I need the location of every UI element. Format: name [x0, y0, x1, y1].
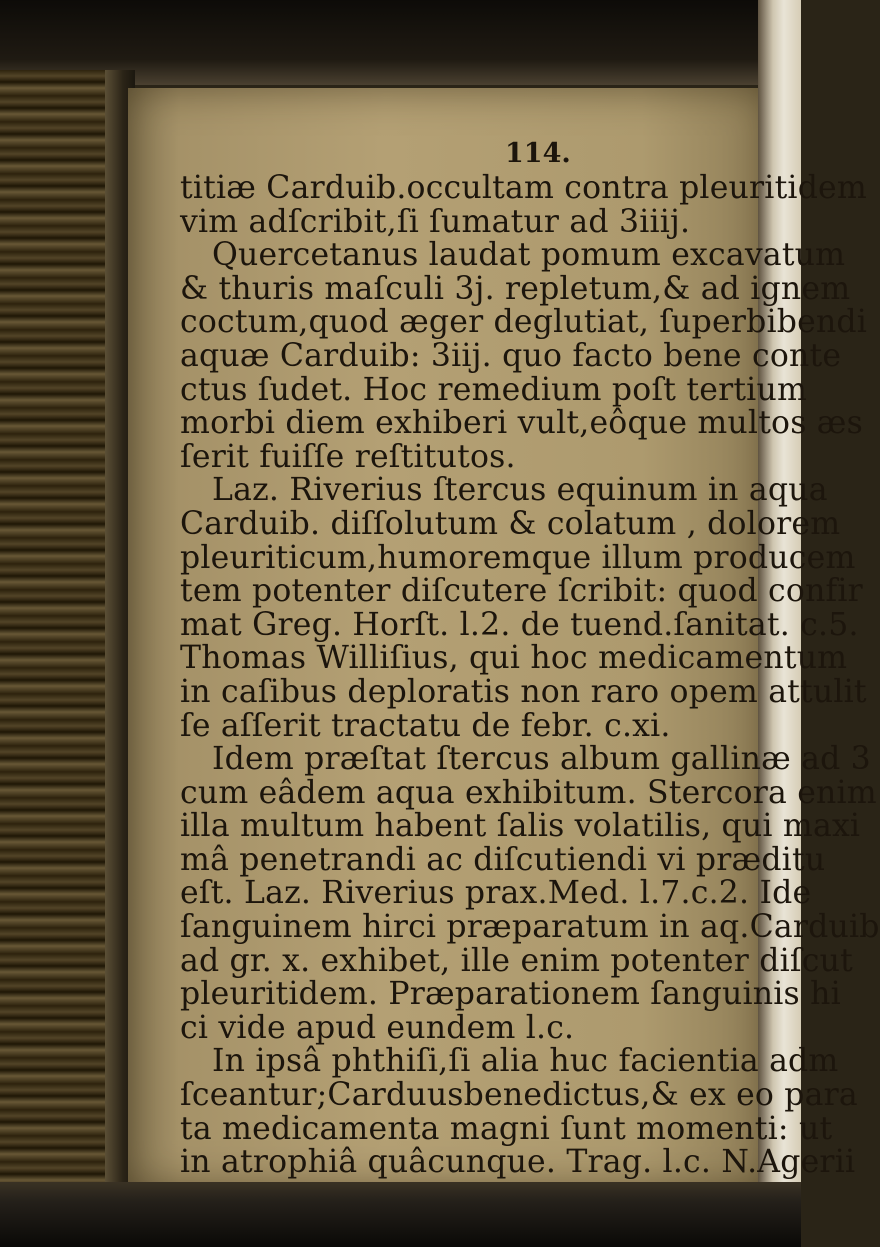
text-line: Idem præſtat ſtercus album gallinæ ad 3: [212, 741, 871, 778]
text-line: ta medicamenta magni ſunt momenti: ut: [180, 1110, 833, 1147]
text-line: cum eâdem aqua exhibitum. Stercora enim: [180, 774, 877, 811]
text-line: ſerit fuiſſe reſtitutos.: [180, 438, 516, 475]
text-line: in atrophiâ quâcunque. Trag. l.c. N.Agerii: [180, 1144, 856, 1181]
text-line: pleuritidem. Præparationem ſanguinis hi: [180, 976, 841, 1013]
bottom-shadow: [0, 1182, 801, 1247]
text-line: ci vide apud eundem l.c.: [180, 1009, 575, 1046]
text-line: ſe aſſerit tractatu de febr. c.xi.: [180, 707, 671, 744]
text-line: ſceantur;Carduusbenedictus,& ex eo para: [180, 1077, 858, 1114]
text-line: aquæ Carduib: 3iij. quo facto bene conte: [180, 337, 842, 374]
text-line: & thuris maſculi 3j. repletum,& ad ignem: [180, 270, 851, 307]
page-number: 114.: [505, 138, 571, 169]
text-line: titiæ Carduib.occultam contra pleuritidem: [180, 170, 867, 206]
text-line: Laz. Riverius ſtercus equinum in aqua: [212, 472, 828, 509]
text-line: vim adſcribit,ſi ſumatur ad 3iiij.: [180, 203, 691, 240]
text-line: mat Greg. Horſt. l.2. de tuend.ſanitat. c.5.: [180, 606, 859, 643]
text-line: mâ penetrandi ac diſcutiendi vi præditu: [180, 841, 826, 878]
text-line: eſt. Laz. Riverius prax.Med. l.7.c.2. Ide: [180, 875, 812, 912]
text-line: Quercetanus laudat pomum excavatum: [212, 237, 846, 274]
text-line: ad gr. x. exhibet, ille enim potenter diſcut: [180, 942, 853, 979]
page-text: [180, 170, 880, 1181]
text-line: illa multum habent ſalis volatilis, qui maxi: [180, 808, 861, 845]
text-line: pleuriticum,humoremque illum producem: [180, 539, 856, 576]
text-line: ſanguinem hirci præparatum in aq.Carduib: [180, 909, 880, 946]
text-line: morbi diem exhiberi vult,eôque multos æs: [180, 405, 863, 442]
text-line: Thomas Williſius, qui hoc medicamentum: [180, 640, 848, 677]
text-line: ctus ſudet. Hoc remedium poſt tertium: [180, 371, 808, 408]
text-line: in caſibus deploratis non raro opem attulit: [180, 673, 867, 710]
text-line: tem potenter diſcutere ſcribit: quod confir: [180, 573, 863, 610]
text-line: Carduib. diſſolutum & colatum , dolorem: [180, 505, 841, 542]
previous-page-gutter: [0, 70, 120, 1190]
text-line: coctum,quod æger deglutiat, ſuperbibendi: [180, 304, 868, 341]
text-line: In ipsâ phthiſi,ſi alia huc facientia adm: [212, 1043, 839, 1080]
